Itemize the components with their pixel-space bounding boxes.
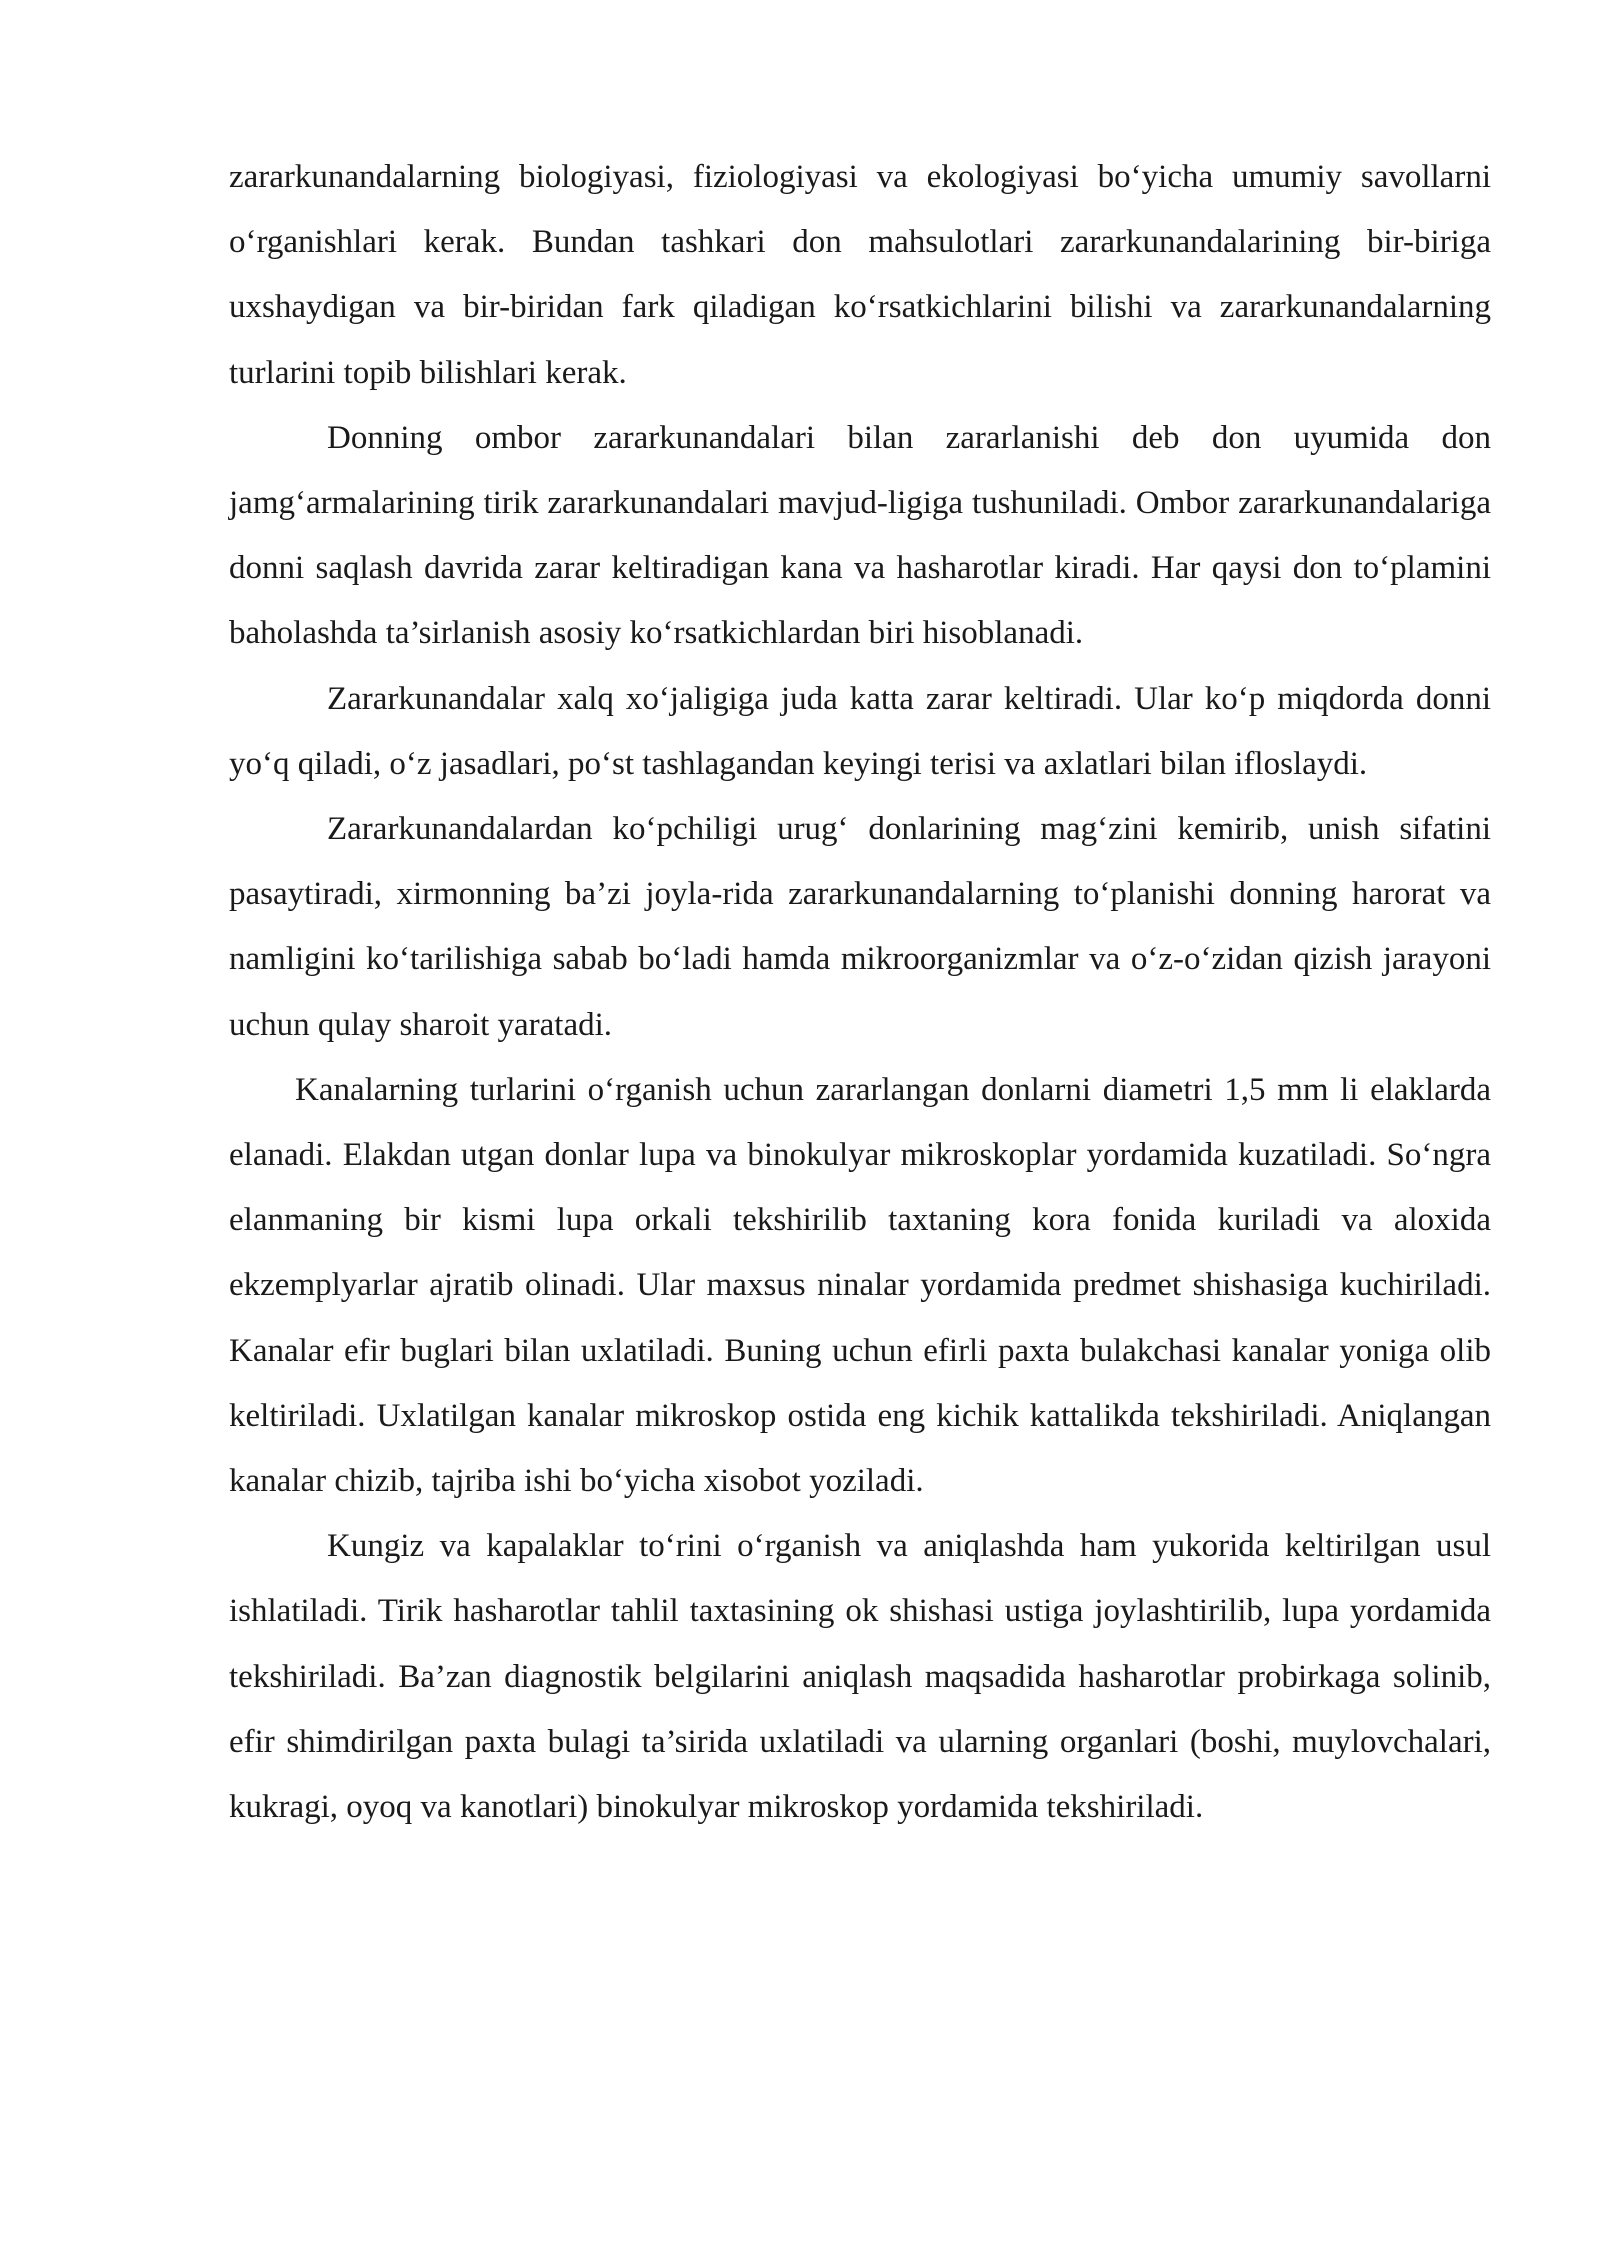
paragraph-grain-infestation: Donning ombor zararkunandalari bilan zararlanishi deb don uyumida don jamg‘armalarining tirik zararkunandalari mavjud-ligiga tushuniladi. Ombor zararkunandalariga donni saqlash davrida zarar keltiradigan kana va hasharotlar kiradi. Har qaysi don to‘plamini baholashda ta’sirlanish asosiy ko‘rsatkichlardan biri hisoblanadi. <box>229 419 1491 652</box>
paragraph-seed-quality: Zararkunandalardan ko‘pchiligi urug‘ donlarining mag‘zini kemirib, unish sifatini pasaytiradi, xirmonning ba’zi joyla-rida zararkunandalarning to‘planishi donning harorat va namligini ko‘tarilishiga sabab bo‘ladi hamda mikroorganizmlar va o‘z-o‘zidan qizish jarayoni uchun qulay sharoit yaratadi. <box>229 811 1491 1043</box>
paragraph-pest-damage: Zararkunandalar xalq xo‘jaligiga juda katta zarar keltiradi. Ular ko‘p miqdorda donni yo‘q qiladi, o‘z jasadlari, po‘st tashlagandan keyingi terisi va axlatlari bilan ifloslaydi. <box>229 680 1491 782</box>
paragraph-continuation: zararkunandalarning biologiyasi, fiziologiyasi va ekologiyasi bo‘yicha umumiy savollarni o‘rganishlari kerak. Bundan tashkari don mahsulotlari zararkunandalarining bir-biriga uxshaydigan va bir-biridan fark qiladigan ko‘rsatkichlarini bilishi va zararkunandalarning turlarini topib bilishlari kerak. <box>229 159 1491 391</box>
paragraph-beetle-study: Kungiz va kapalaklar to‘rini o‘rganish va aniqlashda ham yukorida keltirilgan usul ishlatiladi. Tirik hasharotlar tahlil taxtasining ok shishasi ustiga joylashtirilib, lupa yordamida tekshiriladi. Ba’zan diagnostik belgilarini aniqlash maqsadida hasharotlar probirkaga solinib, efir shimdirilgan paxta bulagi ta’sirida uxlatiladi va ularning organlari (boshi, muylovchalari, kukragi, oyoq va kanotlari) binokulyar mikroskop yordamida tekshiriladi. <box>229 1528 1491 1826</box>
paragraph-mite-study: Kanalarning turlarini o‘rganish uchun zararlangan donlarni diametri 1,5 mm li elaklarda elanadi. Elakdan utgan donlar lupa va binokulyar mikroskoplar yordamida kuzatiladi. So‘ngra elanmaning bir kismi lupa orkali tekshirilib taxtaning kora fonida kuriladi va aloxida ekzemplyarlar ajratib olinadi. Ular maxsus ninalar yordamida predmet shishasiga kuchiriladi. Kanalar efir buglari bilan uxlatiladi. Buning uchun efirli paxta bulakchasi kanalar yoniga olib keltiriladi. Uxlatilgan kanalar mikroskop ostida eng kichik kattalikda tekshiriladi. Aniqlangan kanalar chizib, tajriba ishi bo‘yicha xisobot yoziladi. <box>229 1071 1491 1500</box>
document-page <box>229 145 1491 1840</box>
